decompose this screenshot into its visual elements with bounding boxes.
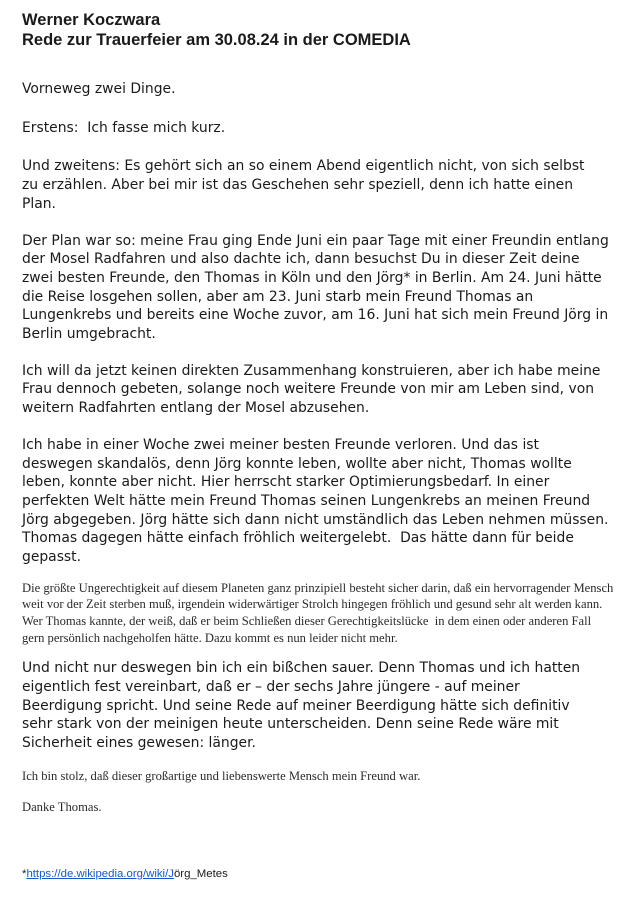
footnote (22, 868, 228, 880)
paragraph-friends-lost: Ich habe in einer Woche zwei meiner besten Freunde verloren. Und das ist deswegen skandalös, denn Jörg konnte leben, wollte aber nicht, Thomas wollte leben, konnte aber nicht. Hier herrscht starker Optimierungsbedarf. In einer perfekten Welt hätte mein Freund Thomas seinen Lungenkrebs an meinen Freund Jörg abgegeben. Jörg hätte sich dann nicht umständlich das Leben nehmen müssen. Thomas dagegen hätte einfach fröhlich weitergelebt. Das hätte dann für beide gepasst. (22, 436, 609, 566)
footnote-marker: * (22, 868, 27, 880)
wikipedia-link[interactable]: https://de.wikipedia.org/wiki/J (26, 868, 174, 880)
author-name: Werner Koczwara (22, 11, 161, 29)
paragraph-thanks: Danke Thomas. (22, 800, 102, 815)
paragraph-plan: Der Plan war so: meine Frau ging Ende Juni ein paar Tage mit einer Freundin entlang der Mosel Radfahren und also dachte ich, dann besuchst Du in dieser Zeit deine zwei besten Freunde, den Thomas in Köln und den Jörg* in Berlin. Am 24. Juni hätte die Reise losgehen sollen, aber am 23. Juni starb mein Freund Thomas an Lungenkrebs und bereits eine Woche zuvor, am 16. Juni hat sich mein Freund Jörg in Berlin umgebracht. (22, 232, 609, 343)
paragraph-intro: Vorneweg zwei Dinge. (22, 81, 176, 97)
footnote-link-tail: örg_Metes (173, 868, 228, 880)
paragraph-funeral-speech: Und nicht nur deswegen bin ich ein bißchen sauer. Denn Thomas und ich hatten eigentlich fest vereinbart, daß er – der sechs Jahre jüngere - auf meiner Beerdigung spricht. Und seine Rede auf meiner Beerdigung hätte sich definitiv sehr stark von der meinigen heute unterscheiden. Denn seine Rede wäre mit Sicherheit eines gewesen: länger. (22, 660, 581, 751)
paragraph-connection: Ich will da jetzt keinen direkten Zusammenhang konstruieren, aber ich habe meine Frau dennoch gebeten, solange noch weitere Freunde von mir am Leben sind, von weitern Radfahrten entlang der Mosel abzusehen. (22, 362, 601, 417)
paragraph-second: Und zweitens: Es gehört sich an so einem Abend eigentlich nicht, von sich selbst zu erzählen. Aber bei mir ist das Geschehen sehr speziell, denn ich hatte einen Plan. (22, 158, 585, 212)
paragraph-injustice: Die größte Ungerechtigkeit auf diesem Planeten ganz prinzipiell besteht sicher darin, daß ein hervorragender Mensch weit vor der Zeit sterben muß, irgendein widerwärtiger Strolch hingegen fröhlich und gesund sehr alt werden kann. Wer Thomas kannte, der weiß, daß er beim Schließen dieser Gerechtigkeitslücke in dem einen oder anderen Fall gern persönlich nachgeholfen hätte. Dazu kommt es nun leider nicht mehr. (22, 580, 614, 645)
paragraph-proud: Ich bin stolz, daß dieser großartige und liebenswerte Mensch mein Freund war. (22, 768, 421, 783)
paragraph-first: Erstens: Ich fasse mich kurz. (22, 119, 226, 136)
speech-title: Rede zur Trauerfeier am 30.08.24 in der COMEDIA (22, 31, 411, 49)
document-page (22, 10, 614, 816)
